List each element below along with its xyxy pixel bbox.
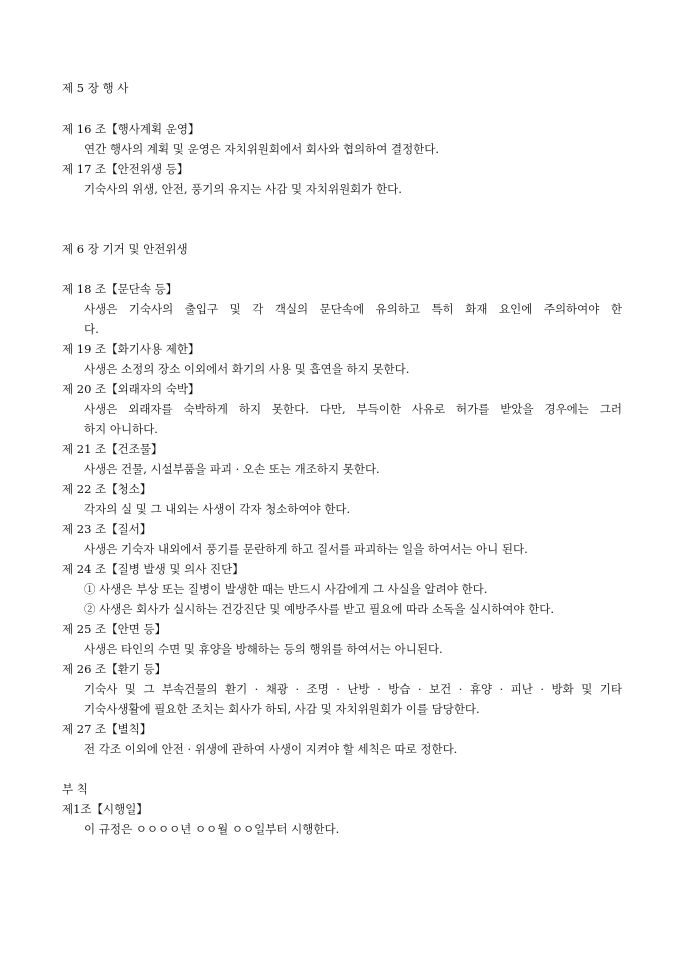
article-26-heading: 제 26 조【환기 등】 — [62, 662, 167, 676]
article-26-body-line2: 기숙사생활에 필요한 조치는 회사가 하되, 사감 및 자치위원회가 이를 담당한다. — [84, 702, 480, 716]
article-19-body: 사생은 소정의 장소 이외에서 화기의 사용 및 흡연을 하지 못한다. — [84, 362, 410, 376]
article-16-body: 연간 행사의 계획 및 운영은 자치위원회에서 회사와 협의하여 결정한다. — [84, 142, 440, 156]
supplementary-article-1-heading: 제1조【시행일】 — [62, 802, 148, 816]
article-26-body-line1: 기숙사 및 그 부속건물의 환기 · 채광 · 조명 · 난방 · 방습 · 보건 · 휴양 · 피난 · 방화 및 기타 — [84, 682, 622, 696]
article-17-heading: 제 17 조【안전위생 등】 — [62, 162, 189, 176]
article-23-body: 사생은 기숙자 내외에서 풍기를 문란하게 하고 질서를 파괴하는 일을 하여서는 아니 된다. — [84, 542, 528, 556]
article-22-body: 각자의 실 및 그 내외는 사생이 각자 청소하여야 한다. — [84, 502, 351, 516]
article-24-item-1: ① 사생은 부상 또는 질병이 발생한 때는 반드시 사감에게 그 사실을 알려야 한다. — [84, 582, 488, 596]
article-18-heading: 제 18 조【문단속 등】 — [62, 282, 178, 296]
article-27-heading: 제 27 조【별칙】 — [62, 722, 152, 736]
article-23-heading: 제 23 조【질서】 — [62, 522, 152, 536]
article-25-body: 사생은 타인의 수면 및 휴양을 방해하는 등의 행위를 하여서는 아니된다. — [84, 642, 443, 656]
article-21-heading: 제 21 조【건조물】 — [62, 442, 163, 456]
article-18-body-line2: 다. — [84, 322, 99, 336]
article-20-body-line2: 하지 아니하다. — [84, 422, 158, 436]
supplementary-title: 부 칙 — [62, 782, 88, 796]
article-20-heading: 제 20 조【외래자의 숙박】 — [62, 382, 200, 396]
article-18-body-line1: 사생은 기숙사의 출입구 및 각 객실의 문단속에 유의하고 특히 화재 요인에 주의하여야 한 — [84, 302, 622, 316]
supplementary-article-1-body: 이 규정은 ㅇㅇㅇㅇ년 ㅇㅇ월 ㅇㅇ일부터 시행한다. — [84, 822, 340, 836]
article-17-body: 기숙사의 위생, 안전, 풍기의 유지는 사감 및 자치위원회가 한다. — [84, 182, 402, 196]
article-21-body: 사생은 건물, 시설부품을 파괴 · 오손 또는 개조하지 못한다. — [84, 462, 380, 476]
article-22-heading: 제 22 조【청소】 — [62, 482, 152, 496]
article-24-heading: 제 24 조【질병 발생 및 의사 진단】 — [62, 562, 244, 576]
chapter-5-title: 제 5 장 행 사 — [62, 81, 129, 95]
article-20-body-line1: 사생은 외래자를 숙박하게 하지 못한다. 다만, 부득이한 사유로 허가를 받았을 경우에는 그러 — [84, 402, 622, 416]
article-25-heading: 제 25 조【안면 등】 — [62, 622, 167, 636]
article-19-heading: 제 19 조【화기사용 제한】 — [62, 342, 200, 356]
article-27-body: 전 각조 이외에 안전 · 위생에 관하여 사생이 지켜야 할 세칙은 따로 정한다. — [84, 742, 458, 756]
chapter-6-title: 제 6 장 기거 및 안전위생 — [62, 242, 188, 256]
article-16-heading: 제 16 조【행사계획 운영】 — [62, 122, 200, 136]
article-24-item-2: ② 사생은 회사가 실시하는 건강진단 및 예방주사를 받고 필요에 따라 소독을 실시하여야 한다. — [84, 602, 555, 616]
